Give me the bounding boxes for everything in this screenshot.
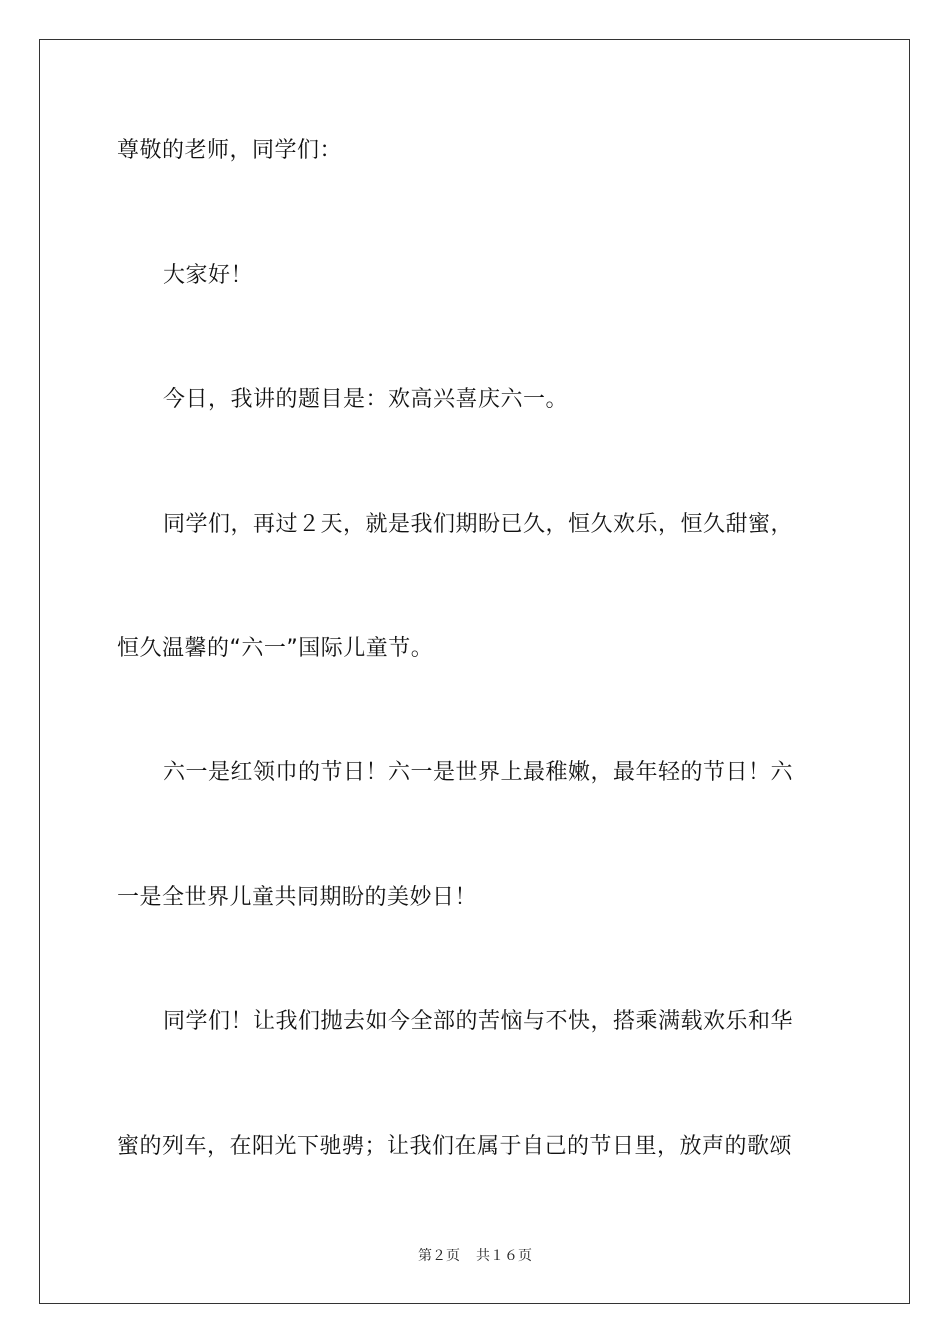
paragraph-line: 同学们，再过２天，就是我们期盼已久，恒久欢乐，恒久甜蜜， xyxy=(163,512,794,537)
page-border xyxy=(39,39,910,1304)
salutation-line: 尊敬的老师，同学们： xyxy=(117,138,343,163)
page-number: 第２页 xyxy=(418,1248,460,1264)
greeting-line: 大家好！ xyxy=(163,263,254,288)
page-footer xyxy=(0,1247,950,1265)
paragraph-line: 恒久温馨的“六一”国际儿童节。 xyxy=(117,636,434,661)
total-pages: 共１６页 xyxy=(476,1248,532,1264)
topic-line: 今日，我讲的题目是：欢高兴喜庆六一。 xyxy=(163,387,569,412)
paragraph-line: 蜜的列车，在阳光下驰骋；让我们在属于自己的节日里，放声的歌颂 xyxy=(117,1134,793,1159)
paragraph-line: 一是全世界儿童共同期盼的美妙日！ xyxy=(117,885,478,910)
paragraph-line: 六一是红领巾的节日！六一是世界上最稚嫩，最年轻的节日！六 xyxy=(163,760,794,785)
paragraph-line: 同学们！让我们抛去如今全部的苦恼与不快，搭乘满载欢乐和华 xyxy=(163,1009,794,1034)
